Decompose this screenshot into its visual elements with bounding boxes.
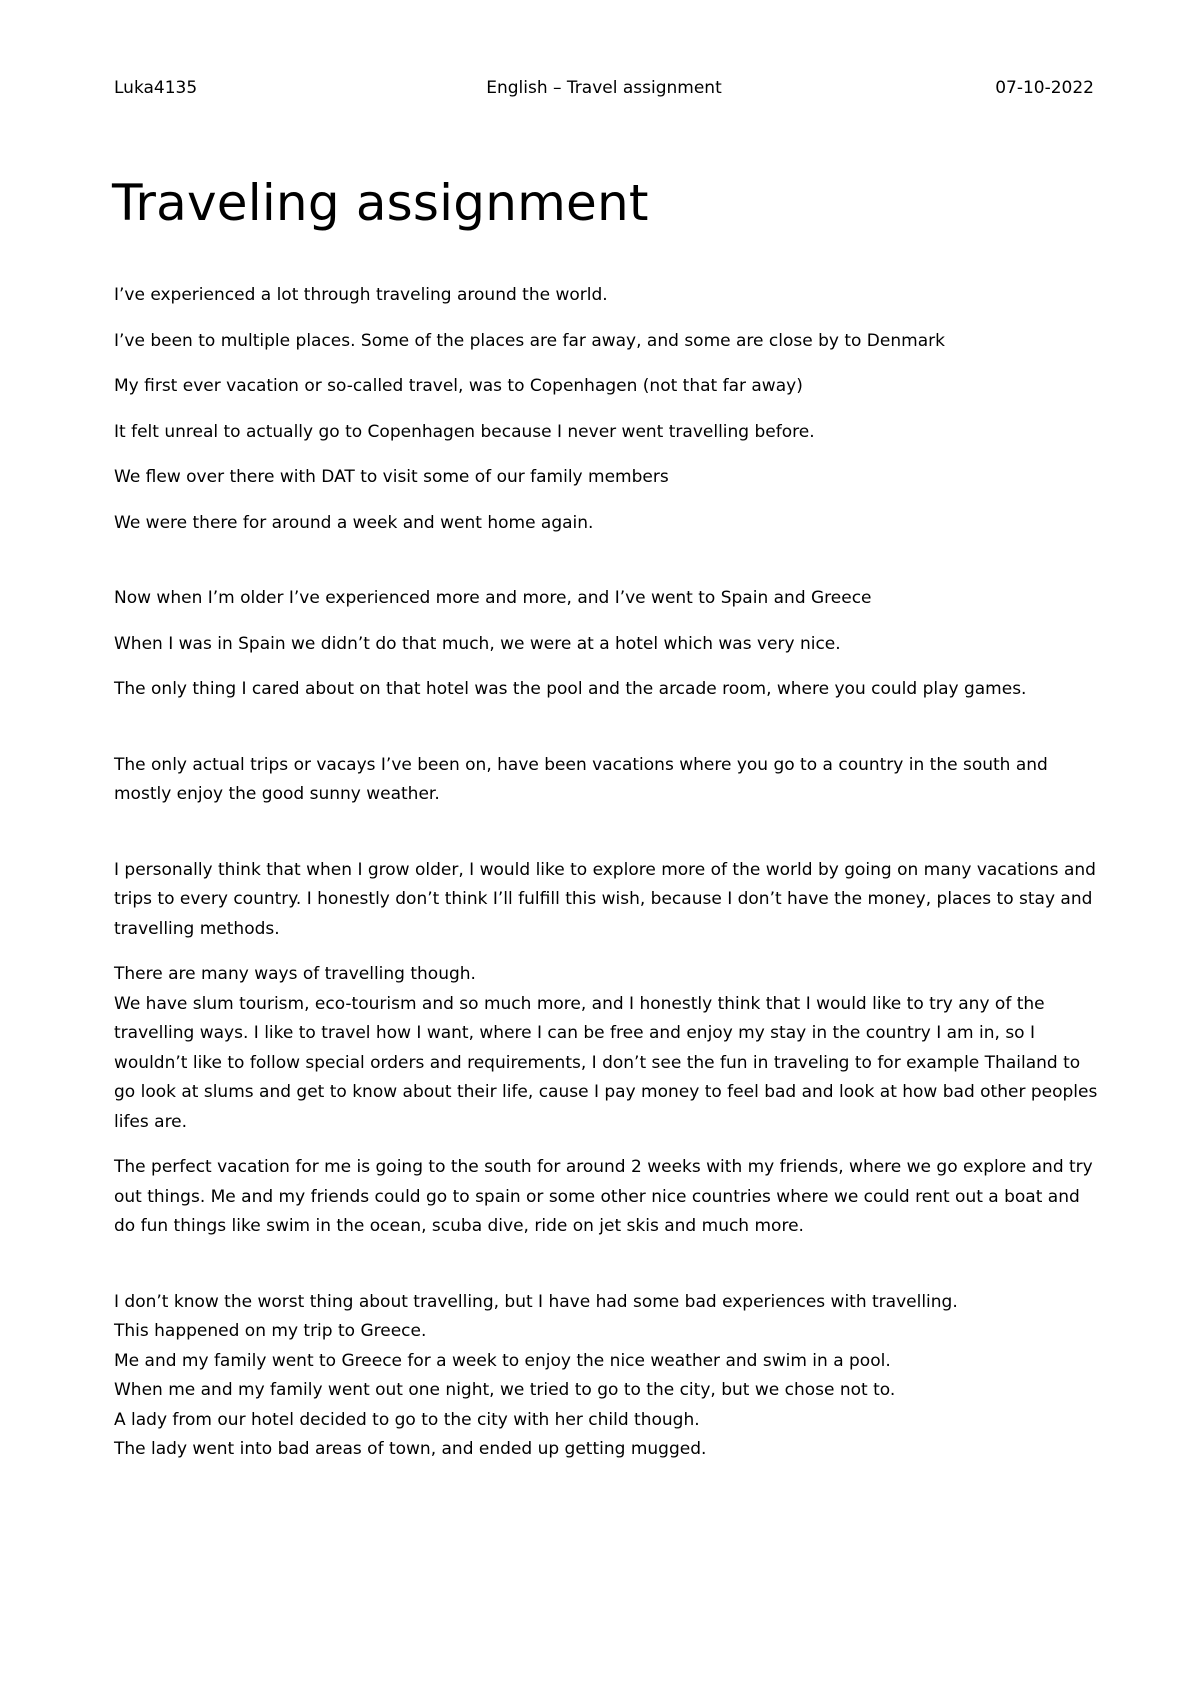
paragraph-line: I don’t know the worst thing about travelling, but I have had some bad experiences with travelling.: [114, 1291, 958, 1312]
paragraph: The only actual trips or vacays I’ve been on, have been vacations where you go to a country in the south and mostly enjoy the good sunny weather.: [114, 754, 1048, 804]
paragraph-group: [114, 1288, 1104, 1465]
paragraph: The only thing I cared about on that hotel was the pool and the arcade room, where you could play games.: [114, 679, 1027, 699]
paragraph: There are many ways of travelling though.: [114, 964, 476, 984]
document-body: [114, 281, 1104, 1465]
paragraph: The perfect vacation for me is going to the south for around 2 weeks with my friends, where we go explore and try out things. Me and my friends could go to spain or some other nice countries where we could rent out a boat and do fun things like swim in the ocean, scuba dive, ride on jet skis and much more.: [114, 1157, 1093, 1236]
paragraph: We flew over there with DAT to visit some of our family members: [114, 467, 669, 487]
paragraph-line: A lady from our hotel decided to go to the city with her child though.: [114, 1409, 700, 1430]
paragraph-line: Me and my family went to Greece for a week to enjoy the nice weather and swim in a pool.: [114, 1350, 891, 1371]
paragraph: I’ve been to multiple places. Some of the places are far away, and some are close by to Denmark: [114, 330, 945, 351]
header-subject: English – Travel assignment: [486, 78, 722, 98]
document-title: Traveling assignment: [112, 174, 649, 232]
paragraph: We were there for around a week and went home again.: [114, 512, 594, 533]
paragraph: When I was in Spain we didn’t do that much, we were at a hotel which was very nice.: [114, 633, 841, 654]
paragraph-line: This happened on my trip to Greece.: [114, 1321, 427, 1341]
paragraph: Now when I’m older I’ve experienced more and more, and I’ve went to Spain and Greece: [114, 588, 872, 608]
paragraph: It felt unreal to actually go to Copenhagen because I never went travelling before.: [114, 421, 815, 442]
paragraph: We have slum tourism, eco-tourism and so much more, and I honestly think that I would like to try any of the travelling ways. I like to travel how I want, where I can be free and enjoy my stay in the country I am in, so I wouldn’t like to follow special orders and requirements, I don’t see the fun in traveling to for example Thailand to go look at slums and get to know about their life, cause I pay money to feel bad and look at how bad other peoples lifes are.: [114, 993, 1098, 1132]
paragraph-line: When me and my family went out one night, we tried to go to the city, but we chose not to.: [114, 1380, 896, 1400]
paragraph: I personally think that when I grow older, I would like to explore more of the world by going on many vacations and trips to every country. I honestly don’t think I’ll fulfill this wish, because I don’t have the money, places to stay and travelling methods.: [114, 859, 1096, 939]
paragraph: I’ve experienced a lot through traveling around the world.: [114, 285, 608, 305]
paragraph-line: The lady went into bad areas of town, and ended up getting mugged.: [114, 1439, 707, 1459]
paragraph: My first ever vacation or so-called travel, was to Copenhagen (not that far away): [114, 376, 803, 396]
header-author: Luka4135: [114, 78, 198, 98]
header-date: 07-10-2022: [995, 78, 1094, 98]
page-header: [114, 74, 1094, 102]
